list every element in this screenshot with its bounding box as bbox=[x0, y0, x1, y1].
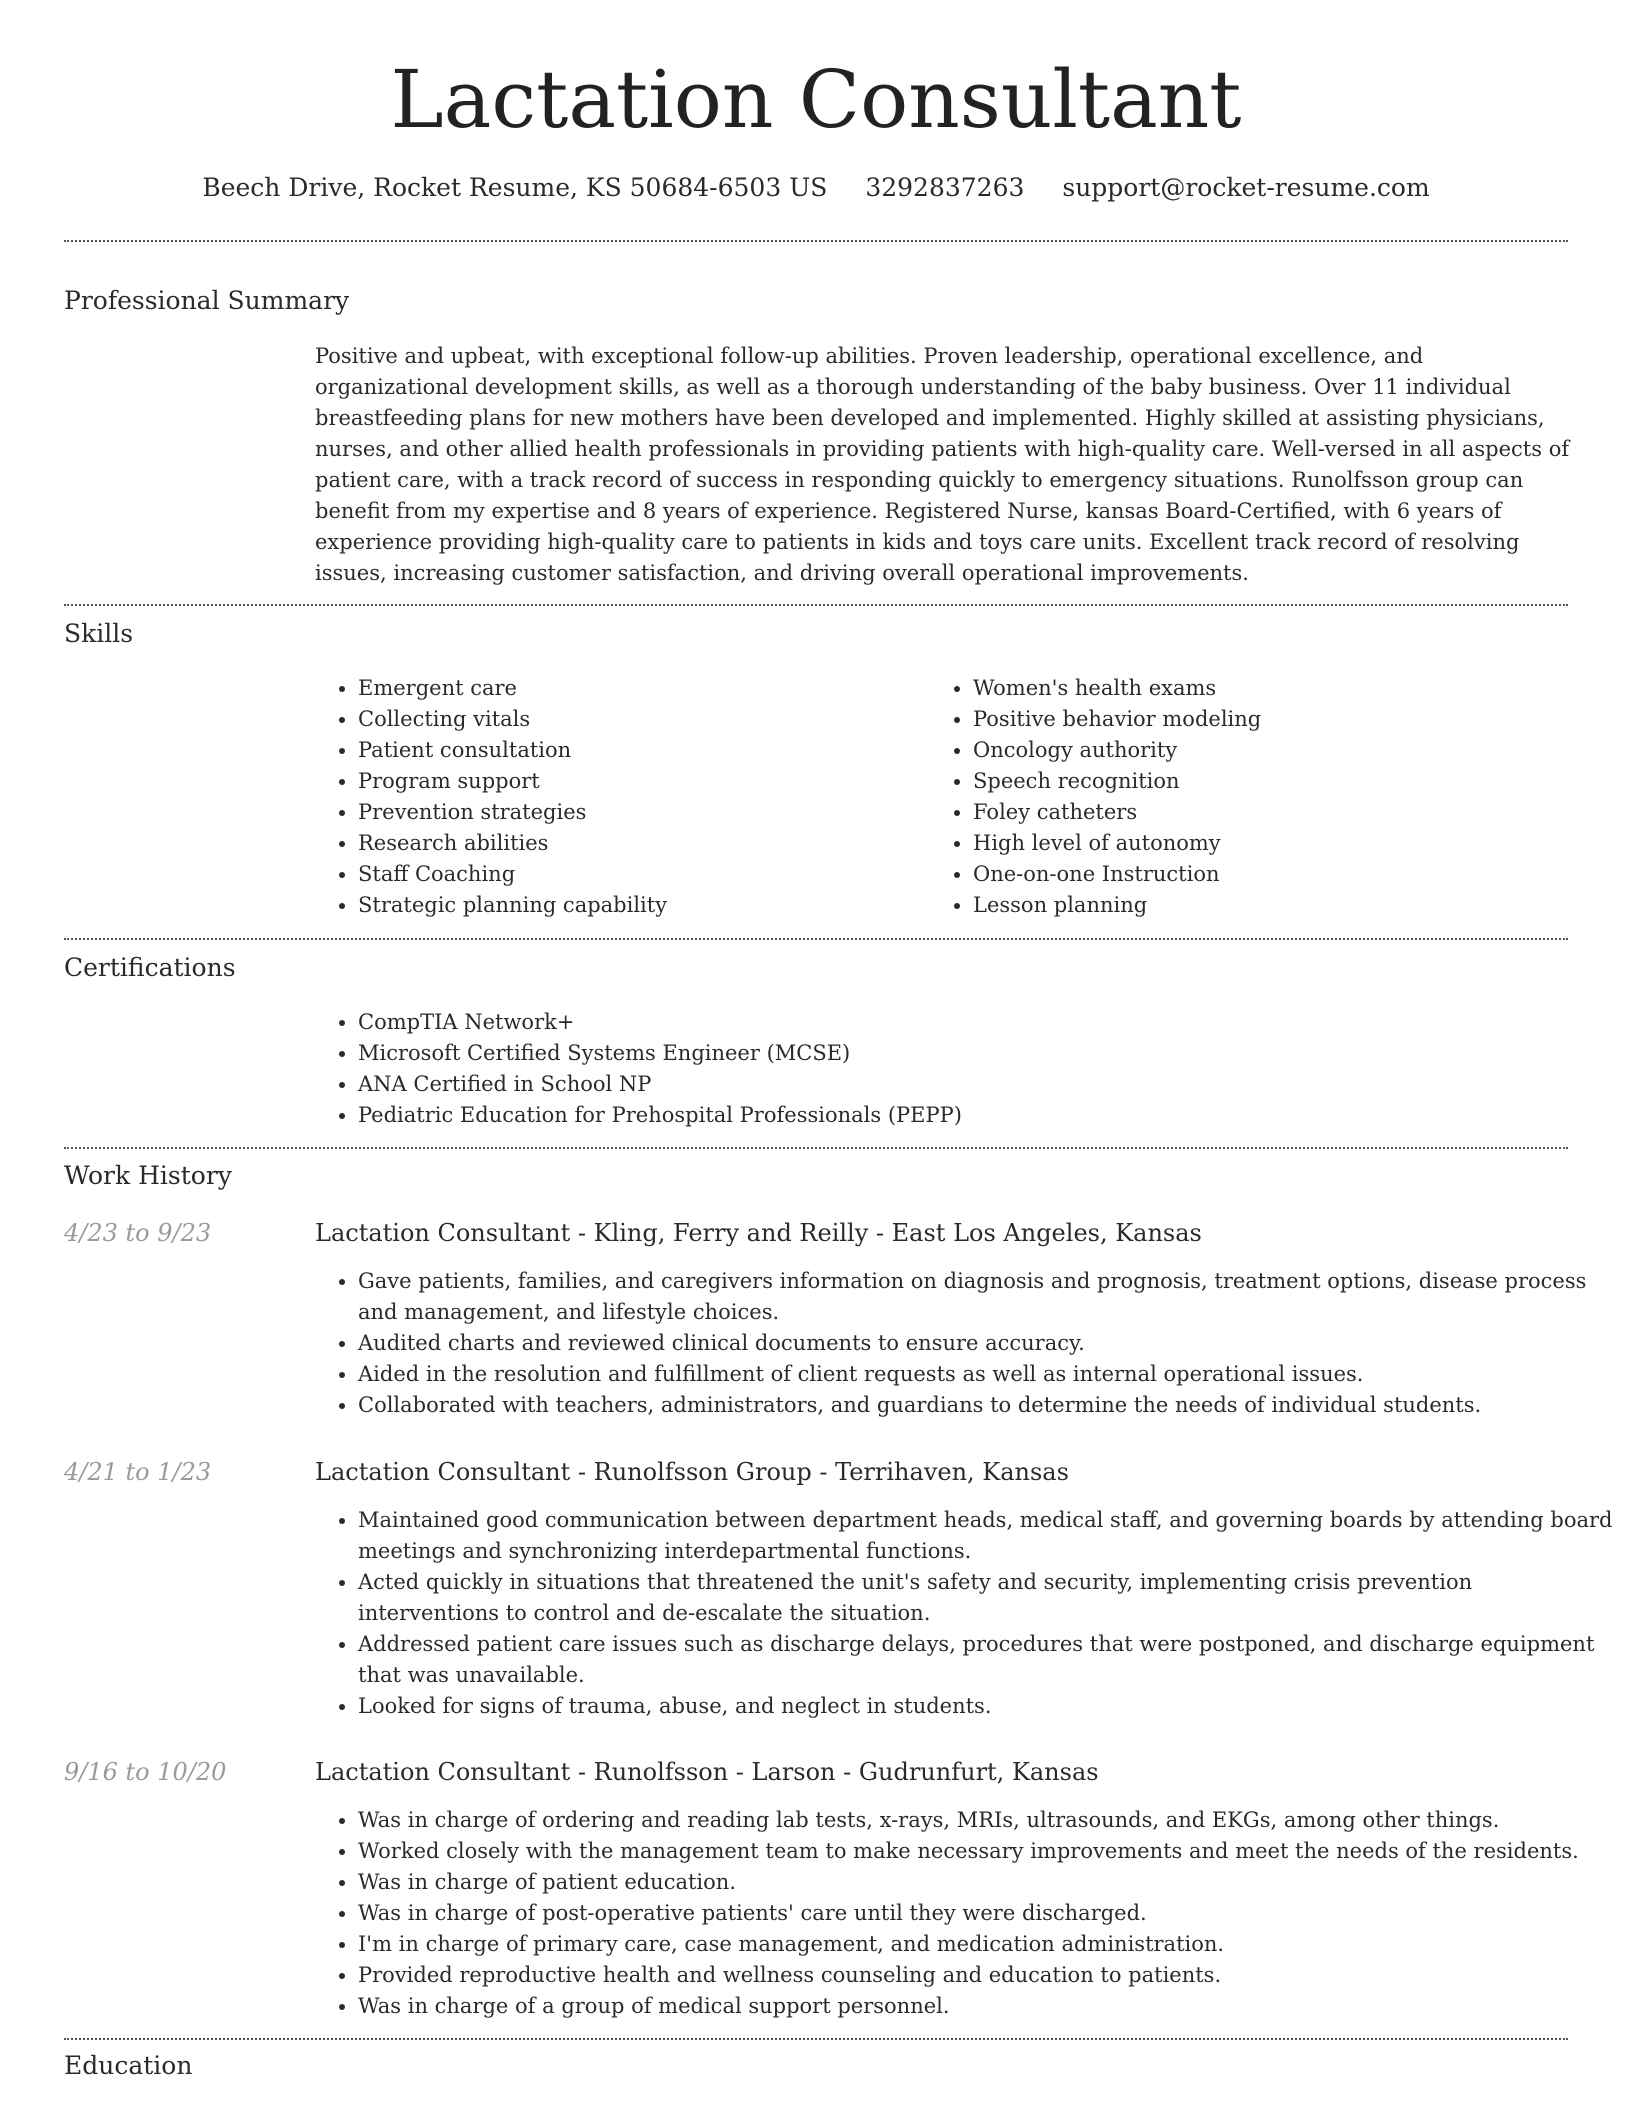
job-bullet: • Was in charge of post-operative patients' care until they were discharged. bbox=[358, 1898, 1613, 1929]
section-divider bbox=[64, 1147, 1568, 1149]
job-bullets bbox=[315, 1805, 1613, 2022]
certification-item: • CompTIA Network+ bbox=[358, 1007, 1613, 1038]
job-bullet: • Addressed patient care issues such as discharge delays, procedures that were postponed, and discharge equipment that was unavailable. bbox=[358, 1629, 1613, 1691]
job-bullet: • Aided in the resolution and fulfillment of client requests as well as internal operational issues. bbox=[358, 1359, 1613, 1390]
certifications-heading: Certifications bbox=[64, 953, 236, 982]
job-dates: 4/23 to 9/23 bbox=[64, 1219, 212, 1247]
section-divider bbox=[64, 240, 1568, 242]
section-divider bbox=[64, 2038, 1568, 2040]
skill-item: • Speech recognition bbox=[973, 766, 1573, 797]
skill-item: • Collecting vitals bbox=[358, 704, 918, 735]
skill-item: • Research abilities bbox=[358, 828, 918, 859]
job-dates: 4/21 to 1/23 bbox=[64, 1458, 212, 1486]
job-bullet: • Looked for signs of trauma, abuse, and neglect in students. bbox=[358, 1691, 1613, 1722]
skills-list-left bbox=[315, 673, 918, 921]
skill-item: • Positive behavior modeling bbox=[973, 704, 1573, 735]
job-bullet: • Collaborated with teachers, administrators, and guardians to determine the needs of individual students. bbox=[358, 1390, 1613, 1421]
summary-text: Positive and upbeat, with exceptional follow-up abilities. Proven leadership, operational excellence, and organizational development skills, as well as a thorough understanding of the baby business. Over 11 individual breastfeeding plans for new mothers have been developed and implemented. Highly skilled at assisting physicians, nurses, and other allied health professionals in providing patients with high-quality care. Well-versed in all aspects of patient care, with a track record of success in responding quickly to emergency situations. Runolfsson group can benefit from my expertise and 8 years of experience. Registered Nurse, kansas Board-Certified, with 6 years of experience providing high-quality care to patients in kids and toys care units. Excellent track record of resolving issues, increasing customer satisfaction, and driving overall operational improvements. bbox=[315, 344, 1570, 585]
skill-item: • Patient consultation bbox=[358, 735, 918, 766]
skill-item: • Strategic planning capability bbox=[358, 890, 918, 921]
certification-item: • Pediatric Education for Prehospital Professionals (PEPP) bbox=[358, 1100, 1613, 1131]
section-divider bbox=[64, 938, 1568, 940]
skill-item: • One-on-one Instruction bbox=[973, 859, 1573, 890]
certification-item: • ANA Certified in School NP bbox=[358, 1069, 1613, 1100]
section-divider bbox=[64, 604, 1568, 606]
job-title: Lactation Consultant - Kling, Ferry and Reilly - East Los Angeles, Kansas bbox=[315, 1219, 1202, 1247]
skill-item: • High level of autonomy bbox=[973, 828, 1573, 859]
skill-item: • Women's health exams bbox=[973, 673, 1573, 704]
job-bullet: • Was in charge of ordering and reading lab tests, x-rays, MRIs, ultrasounds, and EKGs, among other things. bbox=[358, 1805, 1613, 1836]
skill-item: • Foley catheters bbox=[973, 797, 1573, 828]
work-history-heading: Work History bbox=[64, 1161, 232, 1190]
contact-phone: 3292837263 bbox=[865, 173, 1025, 202]
certification-item: • Microsoft Certified Systems Engineer (MCSE) bbox=[358, 1038, 1613, 1069]
job-bullet: • Acted quickly in situations that threatened the unit's safety and security, implementing crisis prevention interventions to control and de-escalate the situation. bbox=[358, 1567, 1613, 1629]
contact-address: Beech Drive, Rocket Resume, KS 50684-6503 US bbox=[202, 173, 828, 202]
skill-item: • Emergent care bbox=[358, 673, 918, 704]
job-bullet: • Audited charts and reviewed clinical documents to ensure accuracy. bbox=[358, 1328, 1613, 1359]
skill-item: • Program support bbox=[358, 766, 918, 797]
summary-heading: Professional Summary bbox=[64, 286, 350, 315]
skill-item: • Prevention strategies bbox=[358, 797, 918, 828]
contact-line bbox=[0, 170, 1632, 206]
skill-item: • Lesson planning bbox=[973, 890, 1573, 921]
job-bullet: • Worked closely with the management team to make necessary improvements and meet the needs of the residents. bbox=[358, 1836, 1613, 1867]
job-bullet: • I'm in charge of primary care, case management, and medication administration. bbox=[358, 1929, 1613, 1960]
job-bullet: • Was in charge of a group of medical support personnel. bbox=[358, 1991, 1613, 2022]
job-title: Lactation Consultant - Runolfsson - Larson - Gudrunfurt, Kansas bbox=[315, 1758, 1099, 1786]
job-bullet: • Was in charge of patient education. bbox=[358, 1867, 1613, 1898]
certifications-list bbox=[315, 1007, 1613, 1131]
job-bullets bbox=[315, 1266, 1613, 1421]
job-bullet: • Provided reproductive health and wellness counseling and education to patients. bbox=[358, 1960, 1613, 1991]
job-title: Lactation Consultant - Runolfsson Group - Terrihaven, Kansas bbox=[315, 1458, 1069, 1486]
skills-list-right bbox=[930, 673, 1573, 921]
candidate-name: Lactation Consultant bbox=[390, 53, 1242, 146]
skill-item: • Staff Coaching bbox=[358, 859, 918, 890]
job-dates: 9/16 to 10/20 bbox=[64, 1758, 227, 1786]
job-bullet: • Gave patients, families, and caregivers information on diagnosis and prognosis, treatment options, disease process and management, and lifestyle choices. bbox=[358, 1266, 1613, 1328]
contact-email: support@rocket-resume.com bbox=[1062, 173, 1430, 202]
job-bullets bbox=[315, 1505, 1613, 1722]
education-heading: Education bbox=[64, 2051, 193, 2080]
skills-heading: Skills bbox=[64, 619, 134, 648]
job-bullet: • Maintained good communication between department heads, medical staff, and governing boards by attending board meetings and synchronizing interdepartmental functions. bbox=[358, 1505, 1613, 1567]
skill-item: • Oncology authority bbox=[973, 735, 1573, 766]
